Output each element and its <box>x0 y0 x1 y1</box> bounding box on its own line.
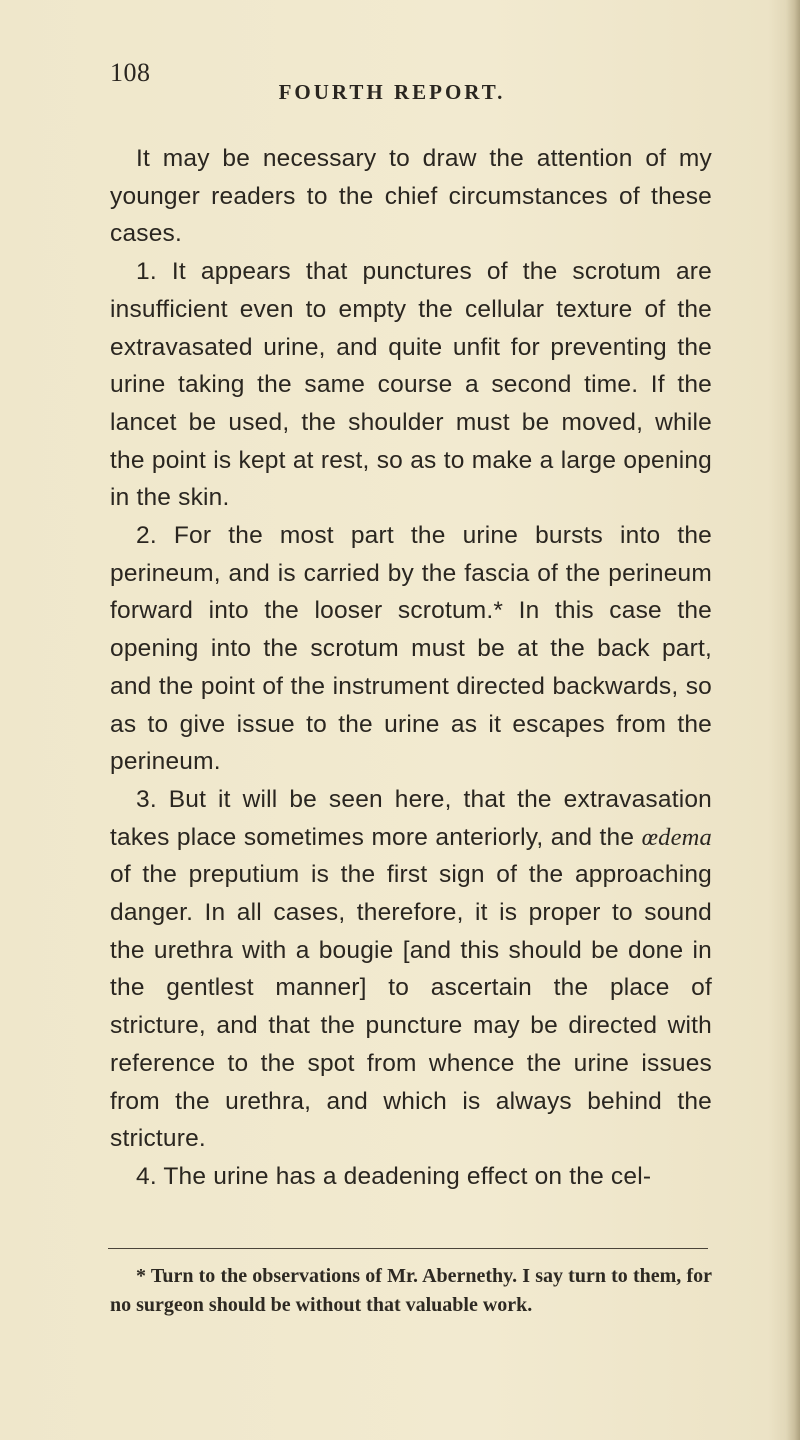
paragraph-3 <box>110 781 712 1158</box>
footnote <box>110 1262 712 1320</box>
footnote-rule <box>108 1248 708 1249</box>
paragraph-3-start: 3. But it will be seen here, that the extravasation takes place sometimes more anteriorly, and the <box>110 785 712 851</box>
paragraph-intro: It may be necessary to draw the attention of my younger readers to the chief circumstances of these cases. <box>110 145 712 248</box>
running-head-text: FOURTH REPORT. <box>278 80 506 104</box>
paragraph-1: 1. It appears that punctures of the scrotum are insufficient even to empty the cellular texture of the extravasated urine, and quite unfit for preventing the urine taking the same course a second time. If the lancet be used, the shoulder must be moved, while the point is kept at rest, so as to make a large opening in the skin. <box>110 258 712 512</box>
paragraph-4: 4. The urine has a deadening effect on the cel- <box>136 1162 652 1190</box>
paragraph-3-end: of the preputium is the first sign of the approaching danger. In all cases, therefore, it is proper to sound the urethra with a bougie [and this should be done in the gentlest manner] to ascertain the place of stricture, and that the puncture may be directed with reference to the spot from whence the urine issues from the urethra, and which is always behind the stricture. <box>110 861 712 1153</box>
page-edge-shadow <box>786 0 800 1440</box>
footnote-text: * Turn to the observations of Mr. Abernethy. I say turn to them, for no surgeon should be without that valuable work. <box>110 1265 712 1316</box>
running-head <box>0 80 800 105</box>
body-text <box>110 140 712 1196</box>
paragraph-2: 2. For the most part the urine bursts into the perineum, and is carried by the fascia of the perineum forward into the looser scrotum.* In this case the opening into the scrotum must be at the back part, and the point of the instrument directed backwards, so as to give issue to the urine as it escapes from the perineum. <box>110 522 712 776</box>
page-number: 108 <box>110 58 151 87</box>
italic-term: œdema <box>641 823 712 851</box>
